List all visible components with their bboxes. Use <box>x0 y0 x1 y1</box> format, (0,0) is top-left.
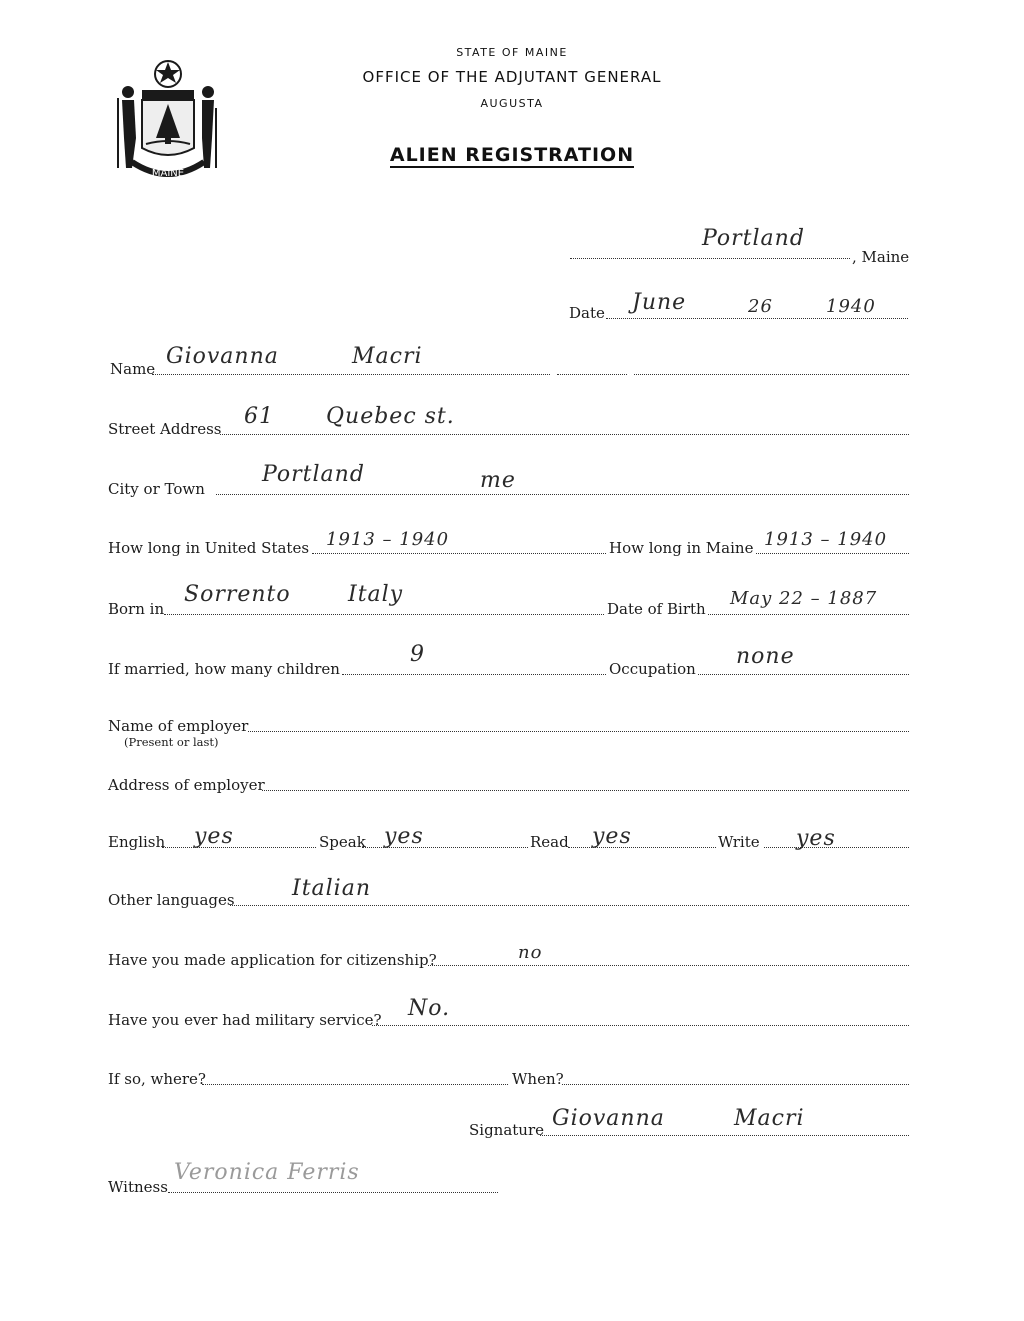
signature-label: Signature <box>469 1121 545 1139</box>
if-so-where-line <box>202 1084 508 1085</box>
military-line <box>372 1025 909 1026</box>
employer-name-label: Name of employer <box>108 717 249 735</box>
children-line <box>342 674 606 675</box>
occupation-line <box>698 674 909 675</box>
dob-line <box>708 614 909 615</box>
how-long-us-label: How long in United States <box>108 539 310 557</box>
first-name-value: Giovanna <box>166 344 279 369</box>
signature-line <box>540 1135 909 1136</box>
date-line <box>606 318 908 319</box>
military-label: Have you ever had military service? <box>108 1011 382 1029</box>
read-value: yes <box>592 824 632 849</box>
place-line <box>570 258 850 259</box>
write-label: Write <box>718 833 760 851</box>
street-number-value: 61 <box>244 404 274 429</box>
header-office: OFFICE OF THE ADJUTANT GENERAL <box>362 68 662 86</box>
other-languages-line <box>230 905 909 906</box>
read-label: Read <box>530 833 569 851</box>
write-line <box>764 847 909 848</box>
name-line-1 <box>152 374 550 375</box>
employer-address-line <box>262 790 909 791</box>
english-value: yes <box>194 824 234 849</box>
employer-name-sublabel: (Present or last) <box>124 735 219 749</box>
date-label: Date <box>569 304 605 322</box>
occupation-value: none <box>736 644 795 669</box>
born-in-label: Born in <box>108 600 165 618</box>
maine-label: , Maine <box>852 248 910 266</box>
form-title-text: ALIEN REGISTRATION <box>389 144 635 166</box>
signature-last-value: Macri <box>734 1106 805 1131</box>
other-languages-value: Italian <box>292 876 372 901</box>
name-line-3 <box>634 374 909 375</box>
occupation-label: Occupation <box>609 660 696 678</box>
employer-name-line <box>248 731 909 732</box>
witness-line <box>168 1192 498 1193</box>
date-year-value: 1940 <box>826 296 876 317</box>
seal-ribbon-text: MAINE <box>151 168 185 179</box>
if-so-where-label: If so, where? <box>108 1070 206 1088</box>
citizenship-label: Have you made application for citizenship? <box>108 951 437 969</box>
witness-label: Witness <box>108 1178 168 1196</box>
last-name-value: Macri <box>352 344 423 369</box>
when-line <box>562 1084 909 1085</box>
header-city: AUGUSTA <box>480 97 544 110</box>
employer-address-label: Address of employer <box>108 776 265 794</box>
born-in-line <box>164 614 604 615</box>
signature-first-value: Giovanna <box>552 1106 665 1131</box>
how-long-maine-line <box>756 553 909 554</box>
form-title <box>0 144 1024 166</box>
citizenship-value: no <box>518 942 543 963</box>
children-value: 9 <box>410 642 425 667</box>
dob-label: Date of Birth <box>607 600 706 618</box>
city-value: Portland <box>262 462 365 487</box>
place-value: Portland <box>702 226 805 251</box>
military-value: No. <box>408 996 451 1021</box>
english-label: English <box>108 833 166 851</box>
write-value: yes <box>796 826 836 851</box>
children-label: If married, how many children <box>108 660 340 678</box>
how-long-us-value: 1913 – 1940 <box>326 529 450 550</box>
born-country-value: Italy <box>348 582 404 607</box>
when-label: When? <box>512 1070 564 1088</box>
header-state: STATE OF MAINE <box>456 46 568 59</box>
english-line <box>162 847 316 848</box>
born-place-value: Sorrento <box>184 582 291 607</box>
date-day-value: 26 <box>748 296 773 317</box>
how-long-maine-value: 1913 – 1940 <box>764 529 888 550</box>
state-value: me <box>480 468 516 493</box>
speak-value: yes <box>384 824 424 849</box>
street-line <box>220 434 909 435</box>
speak-label: Speak <box>319 833 366 851</box>
date-month-value: June <box>632 290 687 315</box>
name-line-2 <box>557 374 627 375</box>
witness-value: Veronica Ferris <box>174 1160 360 1185</box>
how-long-maine-label: How long in Maine <box>609 539 754 557</box>
how-long-us-line <box>312 553 606 554</box>
street-name-value: Quebec st. <box>326 404 455 429</box>
dob-value: May 22 – 1887 <box>730 588 878 609</box>
city-label: City or Town <box>108 480 205 498</box>
read-line <box>568 847 716 848</box>
name-label: Name <box>110 360 156 378</box>
citizenship-line <box>428 965 909 966</box>
street-label: Street Address <box>108 420 222 438</box>
city-line <box>216 494 909 495</box>
other-languages-label: Other languages <box>108 891 235 909</box>
